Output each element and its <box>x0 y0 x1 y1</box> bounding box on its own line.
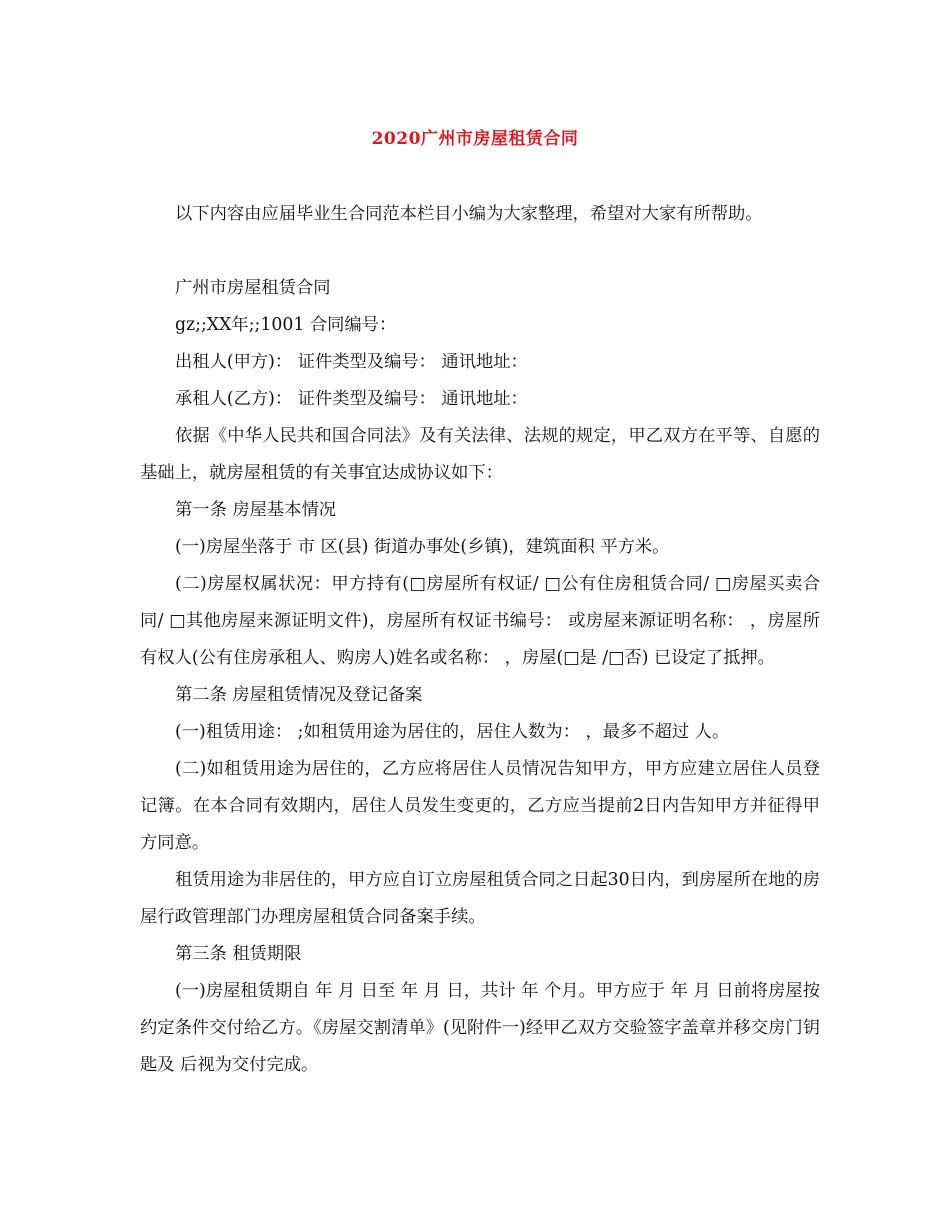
contract-heading: 广州市房屋租赁合同 <box>175 278 331 298</box>
article-1-clause-1: (一)房屋坐落于 市 区(县) 街道办事处(乡镇)，建筑面积 平方米。 <box>175 537 670 557</box>
contract-number-line: gz;;XX年;;1001 合同编号： <box>175 315 397 335</box>
lessor-line: 出租人(甲方)： 证件类型及编号： 通讯地址： <box>175 352 528 372</box>
intro-paragraph: 以下内容由应届毕业生合同范本栏目小编为大家整理，希望对大家有所帮助。 <box>175 204 763 224</box>
article-1-clause-2: (二)房屋权属状况：甲方持有(□房屋所有权证/ □公有住房租赁合同/ □房屋买卖合同/ □其他房屋来源证明文件)，房屋所有权证书编号： 或房屋来源证明名称： ，房屋所有权人(公有住房承租人、购房人)姓名或名称： ，房屋(□是 /□否) 已设定了抵押。 <box>140 574 820 668</box>
document-title: 2020广州市房屋租赁合同 <box>371 129 579 149</box>
article-3-clause-1: (一)房屋租赁期自 年 月 日至 年 月 日，共计 年 个月。甲方应于 年 月 日前将房屋按约定条件交付给乙方。《房屋交割清单》(见附件一)经甲乙双方交验签字盖章并移交房门钥匙及 后视为交付完成。 <box>140 981 820 1075</box>
article-2-clause-1: (一)租赁用途： ;如租赁用途为居住的，居住人数为： ，最多不超过 人。 <box>175 722 730 742</box>
article-2-clause-2: (二)如租赁用途为居住的，乙方应将居住人员情况告知甲方，甲方应建立居住人员登记簿。在本合同有效期内，居住人员发生变更的，乙方应当提前2日内告知甲方并征得甲方同意。 <box>140 759 820 853</box>
lessee-line: 承租人(乙方)： 证件类型及编号： 通讯地址： <box>175 389 528 409</box>
preamble-paragraph: 依据《中华人民共和国合同法》及有关法律、法规的规定，甲乙双方在平等、自愿的基础上，就房屋租赁的有关事宜达成协议如下： <box>140 426 820 483</box>
article-2-clause-3: 租赁用途为非居住的，甲方应自订立房屋租赁合同之日起30日内，到房屋所在地的房屋行政管理部门办理房屋租赁合同备案手续。 <box>140 870 820 927</box>
article-2-heading: 第二条 房屋租赁情况及登记备案 <box>175 685 423 705</box>
article-1-heading: 第一条 房屋基本情况 <box>175 500 337 520</box>
article-3-heading: 第三条 租赁期限 <box>175 944 302 964</box>
document-body <box>140 196 820 1084</box>
